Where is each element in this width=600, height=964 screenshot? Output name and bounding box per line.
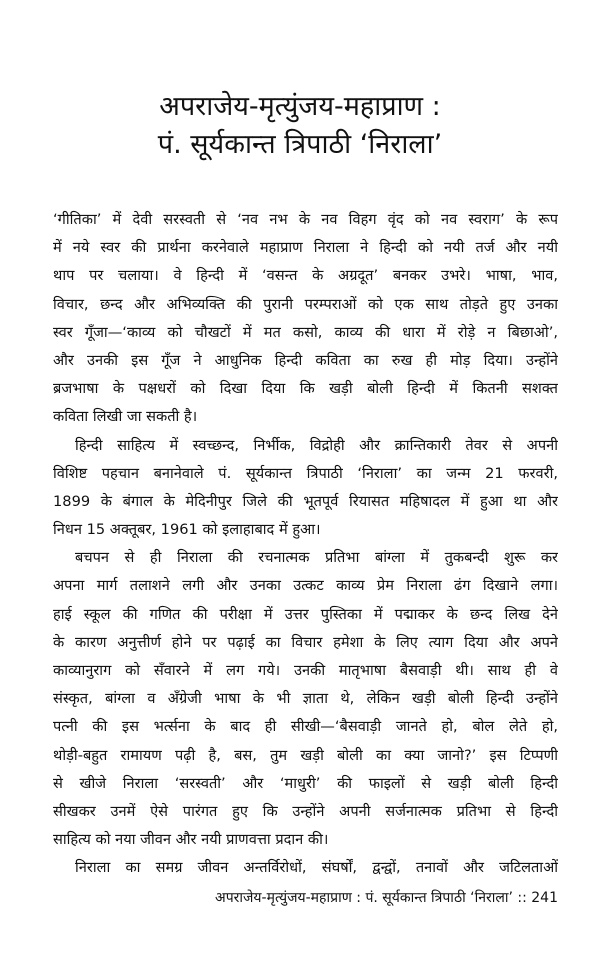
text-line: और उनकी इस गूँज ने आधुनिक हिन्दी कविता का रुख ही मोड़ दिया। उन्होंने: [53, 351, 558, 369]
text-line: थोड़ी-बहुत रामायण पढ़ी है, बस, तुम खड़ी बोली का क्या जानो?’ इस टिप्पणी: [53, 746, 558, 764]
chapter-title-line-2: पं. सूर्यकान्त त्रिपाठी ‘निराला’: [157, 129, 443, 160]
text-line: बचपन से ही निराला की रचनात्मक प्रतिभा बांग्ला में तुकबन्दी शुरू कर: [75, 549, 558, 567]
text-line: विचार, छन्द और अभिव्यक्ति की पुरानी परम्पराओं को एक साथ तोड़ते हुए उनका: [53, 295, 558, 313]
text-line: कविता लिखी जा सकती है।: [53, 408, 198, 426]
text-line: से खीजे निराला ‘सरस्वती’ और ‘माधुरी’ की फाइलों से खड़ी बोली हिन्दी: [53, 774, 558, 792]
text-line: विशिष्ट पहचान बनानेवाले पं. सूर्यकान्त त्रिपाठी ‘निराला’ का जन्म 21 फरवरी,: [53, 464, 558, 482]
text-line: हिन्दी साहित्य में स्वच्छन्द, निर्भीक, विद्रोही और क्रान्तिकारी तेवर से अपनी: [75, 436, 558, 454]
text-line: निधन 15 अक्तूबर, 1961 को इलाहाबाद में हुआ।: [53, 521, 321, 539]
text-line: में नये स्वर की प्रार्थना करनेवाले महाप्राण निराला ने हिन्दी को नयी तर्ज और नयी: [53, 239, 558, 257]
text-line: थाप पर चलाया। वे हिन्दी में ‘वसन्त के अग्रदूत’ बनकर उभरे। भाषा, भाव,: [53, 267, 558, 285]
text-line: अपना मार्ग तलाशने लगी और उनका उत्कट काव्य प्रेम निराला ढंग दिखाने लगा।: [53, 577, 558, 595]
text-line: काव्यानुराग को सँवारने में लग गये। उनकी मातृभाषा बैसवाड़ी थी। साथ ही वे: [53, 662, 558, 679]
text-line: पत्नी की इस भर्त्सना के बाद ही सीखी—‘बैसवाड़ी जानते हो, बोल लेते हो,: [53, 718, 558, 736]
text-line: के कारण अनुत्तीर्ण होने पर पढ़ाई का विचार हमेशा के लिए त्याग दिया और अपने: [53, 633, 558, 651]
chapter-title-line-1: अपराजेय-मृत्युंजय-महाप्राण :: [159, 91, 441, 122]
text-line: सीखकर उनमें ऐसे पारंगत हुए कि उन्होंने अपनी सर्जनात्मक प्रतिभा से हिन्दी: [53, 802, 558, 820]
text-line: ‘गीतिका’ में देवी सरस्वती से ‘नव नभ के नव विहग वृंद को नव स्वराग’ के रूप: [53, 211, 558, 228]
page-number: 241: [531, 890, 558, 906]
text-line: साहित्य को नया जीवन और नयी प्राणवत्ता प्रदान की।: [53, 831, 329, 849]
running-footer: [215, 888, 558, 908]
footer-running-title: अपराजेय-मृत्युंजय-महाप्राण : पं. सूर्यकान्त त्रिपाठी ‘निराला’ ::: [215, 890, 527, 906]
text-line: स्वर गूँजा—‘काव्य को चौखटों में मत कसो, काव्य की धारा में रोड़े न बिछाओ’,: [53, 323, 558, 341]
body-text: [53, 206, 558, 883]
text-line: ब्रजभाषा के पक्षधरों को दिखा दिया कि खड़ी बोली हिन्दी में कितनी सशक्त: [53, 380, 558, 398]
text-line: निराला का समग्र जीवन अन्तर्विरोधों, संघर्षों, द्वन्द्वों, तनावों और जटिलताओं: [75, 859, 558, 877]
text-line: 1899 के बंगाल के मेदिनीपुर जिले की भूतपूर्व रियासत महिषादल में हुआ था और: [53, 492, 558, 510]
text-line: हाई स्कूल की गणित की परीक्षा में उत्तर पुस्तिका में पद्माकर के छन्द लिख देने: [53, 605, 558, 623]
text-line: संस्कृत, बांग्ला व अँग्रेजी भाषा के भी ज्ञाता थे, लेकिन खड़ी बोली हिन्दी उन्होंने: [53, 690, 558, 708]
